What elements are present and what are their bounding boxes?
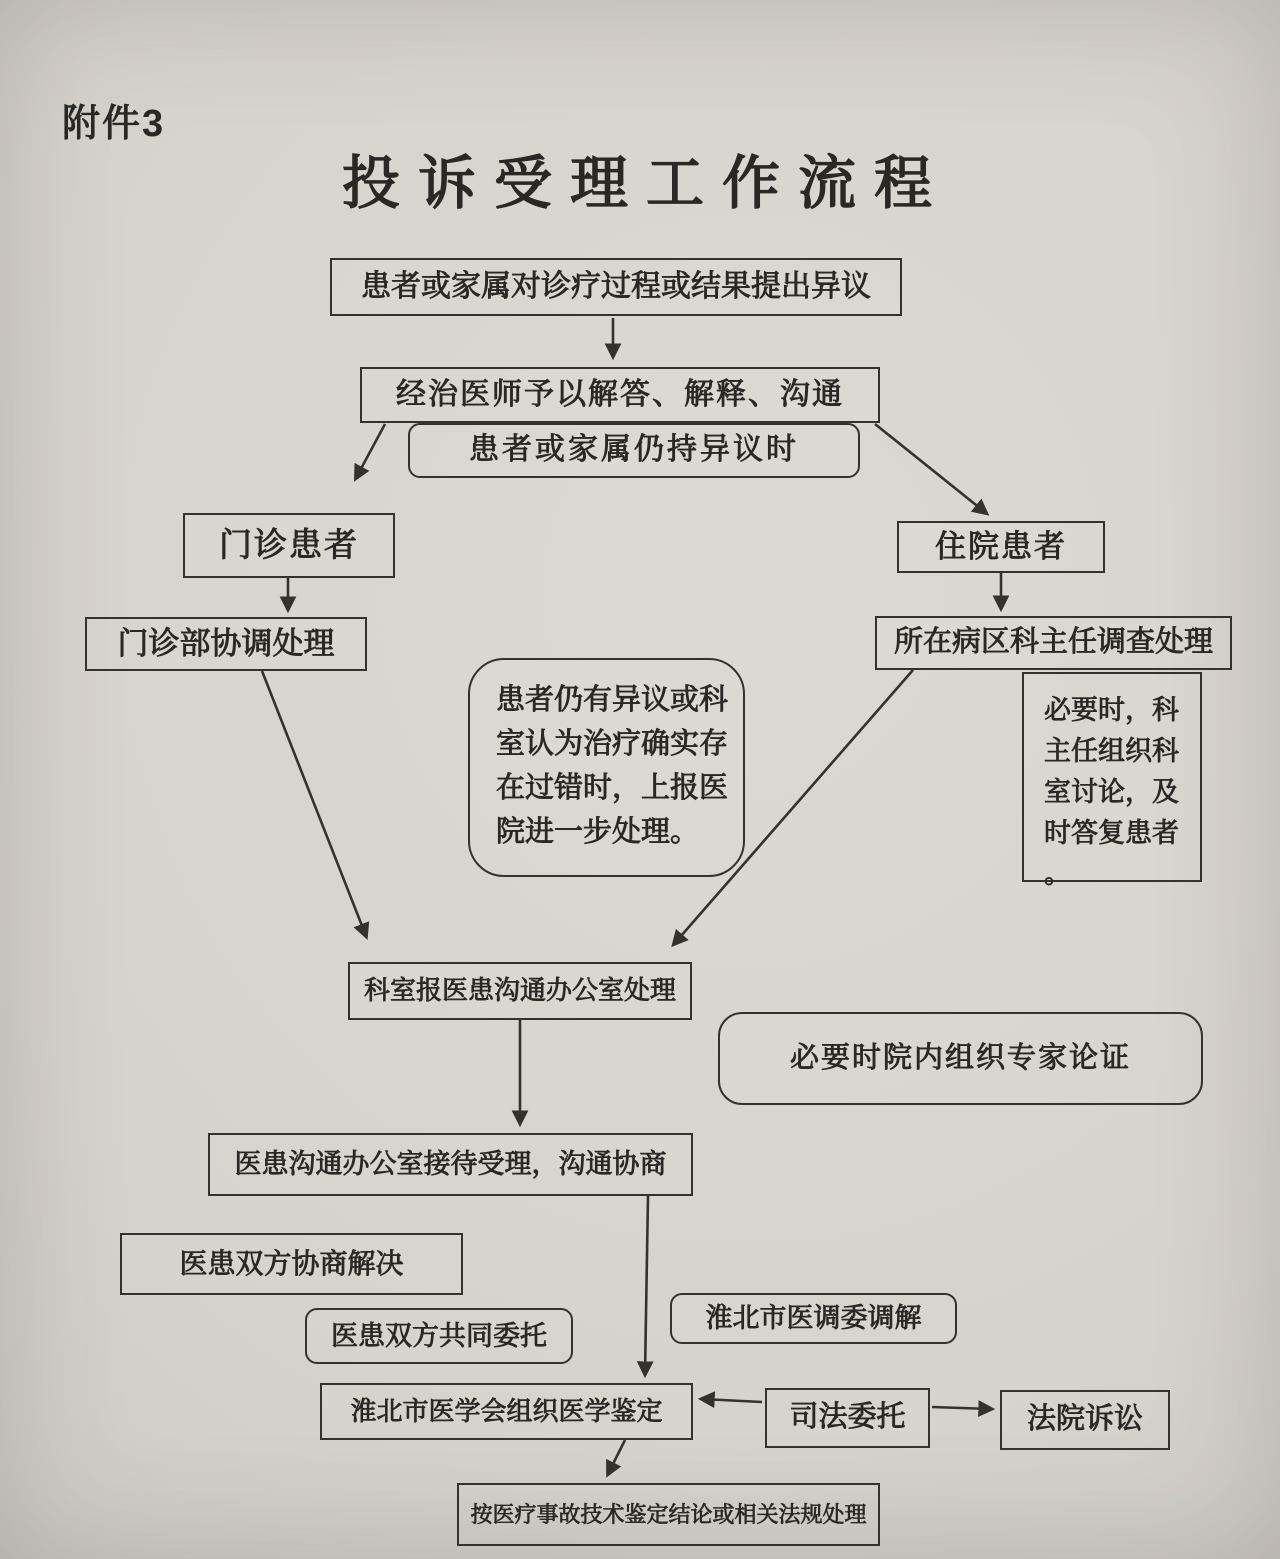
node-outpatient-dept-handling: 门诊部协调处理 [85, 617, 367, 671]
page-title: 投诉受理工作流程 [342, 151, 951, 216]
node-dept-discussion-note: 必要时，科主任组织科室讨论，及时答复患者。 [1022, 672, 1202, 882]
arrow-judicial-to-appraisal [702, 1399, 762, 1402]
node-outpatient: 门诊患者 [183, 513, 395, 578]
node-escalation-note: 患者仍有异议或科室认为治疗确实存在过错时，上报医院进一步处理。 [468, 658, 745, 877]
node-ward-director-investigation: 所在病区科主任调查处理 [875, 616, 1232, 670]
node-medical-appraisal: 淮北市医学会组织医学鉴定 [320, 1383, 693, 1440]
node-mediation-committee: 淮北市医调委调解 [670, 1293, 957, 1344]
attachment-label: 附件3 [62, 103, 166, 145]
arrow-physician-to-outpatient [356, 424, 385, 478]
arrow-judicial-to-court [932, 1407, 991, 1409]
node-still-objecting: 患者或家属仍持异议时 [408, 423, 860, 478]
node-inpatient: 住院患者 [897, 521, 1105, 573]
node-mutual-negotiation: 医患双方协商解决 [120, 1233, 463, 1295]
node-office-reception: 医患沟通办公室接待受理，沟通协商 [208, 1133, 693, 1196]
node-objection: 患者或家属对诊疗过程或结果提出异议 [330, 258, 902, 316]
node-final-handling: 按医疗事故技术鉴定结论或相关法规处理 [457, 1483, 880, 1546]
node-judicial-entrustment: 司法委托 [765, 1388, 930, 1448]
node-physician-communication: 经治医师予以解答、解释、沟通 [360, 367, 880, 423]
node-report-to-office: 科室报医患沟通办公室处理 [348, 962, 692, 1020]
arrow-appraisal-to-final [608, 1440, 625, 1474]
node-joint-entrustment: 医患双方共同委托 [305, 1308, 573, 1364]
arrow-reception-to-appraisal [645, 1196, 648, 1374]
arrow-physician-to-inpatient [875, 424, 986, 513]
node-court-litigation: 法院诉讼 [1000, 1390, 1170, 1450]
node-expert-review: 必要时院内组织专家论证 [718, 1012, 1203, 1105]
arrow-dept-to-report-office [262, 671, 366, 936]
